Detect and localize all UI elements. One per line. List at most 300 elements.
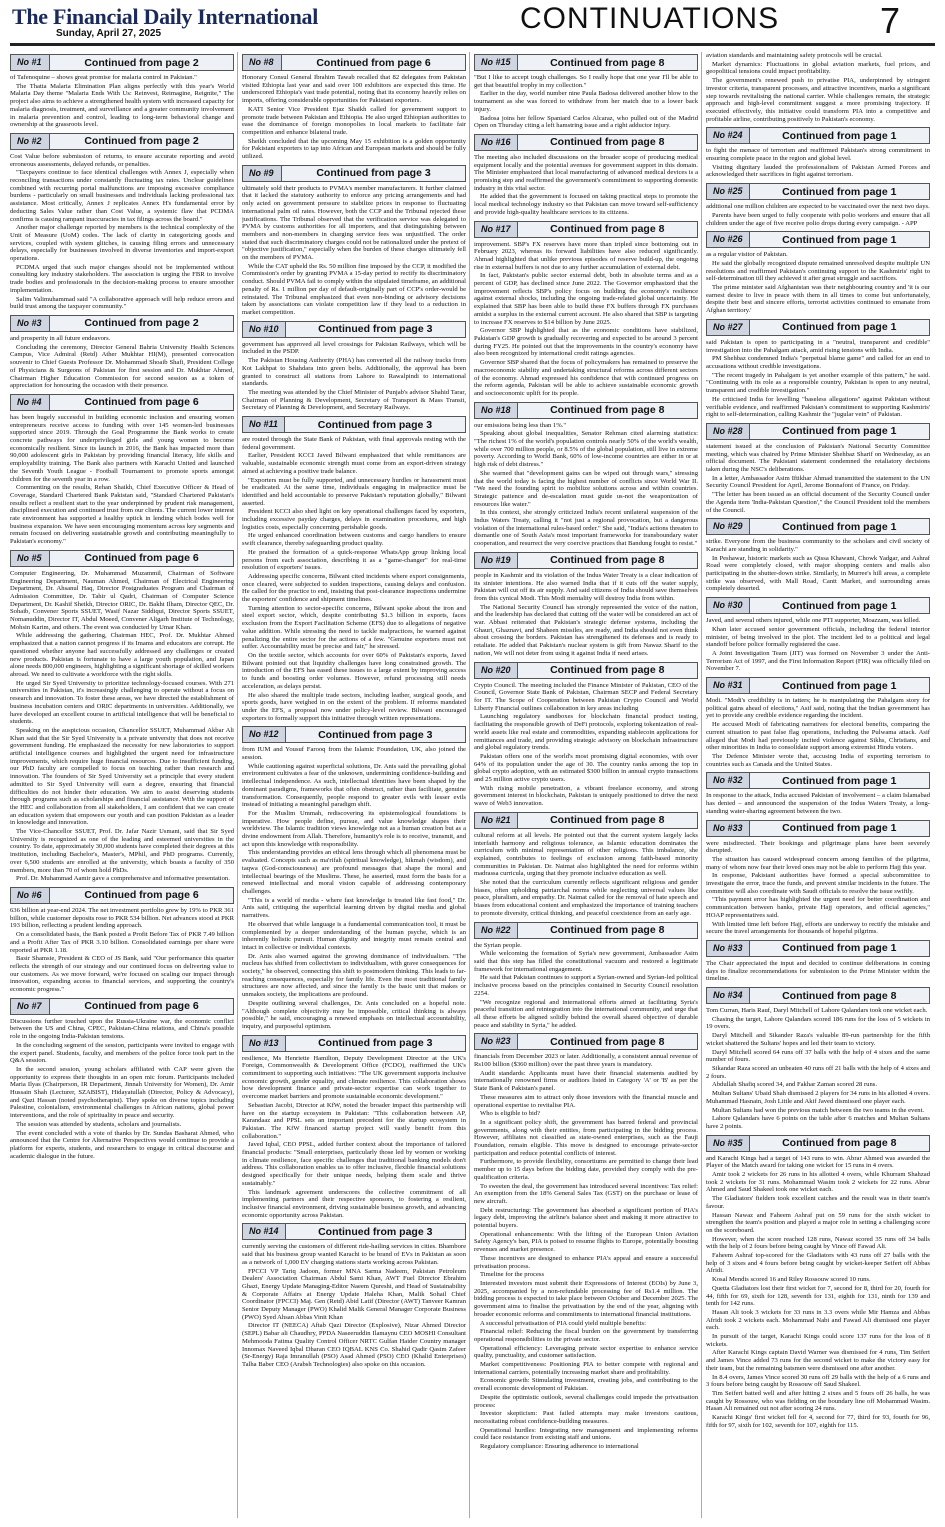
continued-label: Continued from page 8 (550, 664, 665, 677)
story-paragraph: cultural reform at all levels. He pointed out that the current system largely lacks interfaith harmony and religious tolerance, as Islamic education dominates the curriculum with minimal representation of other religions. This imbalance, she explained, contributes to feelings of exclusion among faith-based minority communities in Pakistan. Dr. Naimat also highlighted the need for reforms within madrassa curricula, urging that they promote inclusive education as well. (474, 831, 698, 878)
continued-label: Continued from page 1 (782, 129, 897, 142)
story-header (474, 54, 698, 71)
continued-label: Continued from page 3 (317, 418, 433, 431)
story-body (706, 840, 930, 936)
story-header (706, 183, 930, 200)
story-paragraph: Timeline for the process (480, 1271, 545, 1279)
story-block (10, 133, 234, 311)
story-header (474, 134, 698, 151)
story-paragraph: In response to the attack, India accused Pakistan of involvement – a claim Islamabad has denied – and announced the suspension of the Indus Waters Treaty, a long-standing water-sharing agreement between the two. (706, 792, 930, 815)
continued-label: Continued from page 6 (316, 56, 431, 69)
story-paragraph: Operational hurdles: Integrating new management and implementing reforms could face resistance from existing staff and unions. (474, 1426, 698, 1442)
story-header (474, 812, 698, 829)
story-paragraph: "Taxpayers continue to face identical challenges with Annex J, especially when reconciling transactions under constantly fluctuating tax rates. Unclear guidelines combined with recurring portal malfunctions are imposing excessive compliance burdens - particularly on small businesses and individuals lacking professional tax assistance. Most critically, Annex J replicates Annex H's fundamental error by deducting Sales Value rather than Cost Value, a systemic flaw that PCDMA confirms is causing rampant inaccuracies in tax filings across the board." (10, 169, 234, 223)
story-header (10, 315, 234, 332)
story-paragraph: Regulatory compliance: Ensuring adherence to international (480, 1443, 639, 1451)
story-paragraph: After Karachi Kings captain David Warner was dismissed for 4 runs, Tim Seifert and James Vince added 73 runs for the second wicket to make the victory easy for their team, but the remaining batsmen were dismissed one after another. (706, 1349, 930, 1372)
story-header (242, 54, 466, 71)
story-paragraph: as a regular visitor of Pakistan. (706, 251, 788, 259)
continued-label: Continued from page 8 (550, 136, 665, 149)
story-paragraph: Governor SBP shared that the focus of policymakers has remained to preserve the macroeconomic stability and undertaking structural reforms across different sectors of the economy. Ahmad expressed his confidence that with continued progress on the reform agenda, Pakistan will be able to achieve sustainable economic growth and socioeconomic uplift for its people. (474, 359, 698, 397)
story-paragraph: A Joint Investigation Team (JIT) was formed on November 3 under the Anti-Terrorism Act of 1997, and the First Information Report (FIR) was officially filed on November 7. (706, 649, 930, 673)
story-paragraph: In the concluding segment of the session, participants were invited to engage with the expert panel. Students, faculty, and members of the police force took part in the Q&A session. (10, 1041, 234, 1065)
story-paragraph: Sikandar Raza scored an unbeaten 40 runs off 21 balls with the help of 4 sixes and 2 fours. (706, 1064, 930, 1080)
story-number: No #17 (475, 222, 518, 237)
story-paragraph: He urged enhanced coordination between customs and cargo handlers to ensure swift clearance, thereby safeguarding product quality. (242, 532, 466, 548)
masthead-rule (10, 43, 935, 46)
story-paragraph: The Vice-Chancellor SSUET, Prof. Dr. Jafar Nazir Usmani, said that Sir Syed University is recognized as one of the leading and esteemed universities in the country. To date, approximately 30,000 students have completed their degrees at this institution, including Bachelor's, Master's, MPhil, and PhD programs. Currently, over 6,500 students are enrolled at the university, which boasts a faculty of 350 members, more than 70 of whom hold PhDs. (10, 828, 234, 874)
story-paragraph: Chasing the target, Lahore Qalandars scored 186 runs for the loss of 5 wickets in 19 overs. (706, 1015, 930, 1031)
story-paragraph: He said the globally recognized dispute remained unresolved despite multiple UN resolutions and reaffirmed Pakistan's continuing support to the Kashmiris' right to self-determination till they achieved it after great struggle and sacrifices. (706, 259, 930, 283)
story-header (242, 165, 466, 182)
story-block (242, 165, 466, 317)
story-body (706, 1155, 930, 1430)
story-block (474, 54, 698, 130)
story-paragraph: This understanding provides an ethical lens through which all phenomena must be evaluated. Concepts such as ma'rifah (spiritual knowledge), hikmah (wisdom), and taqwa (God-consciousness) are profound messages that shape the moral and intellectual bearings of the Muslims. These, he asserted, must form the basis for a renewed intellectual and moral vision capable of addressing contemporary challenges. (242, 849, 466, 895)
story-paragraph: Hassan Nawaz and Faheem Ashraf put on 59 runs for the sixth wicket to strengthen the team's position and played a major role in setting a challenging score on the scoreboard. (706, 1211, 930, 1234)
story-header (242, 1035, 466, 1052)
continued-label: Continued from page 8 (782, 1137, 897, 1150)
story-paragraph: Speaking on the auspicious occasion, Chancellor SSUET, Muhammad Akbar Ali Khan said that the Sir Syed University is a private university that does not receive government funding. He emphasized the necessity for new laboratories to support artificial intelligence courses and highlighted the urgent need for infrastructure improvements, which require huge financial resources. Due to insufficient funding, our PhD faculty are compelled to focus on teaching rather than research and innovation. The founders of Sir Syed University set a principle that every student admitted to Sir Syed University will earn a degree, ensuring that financial difficulties do not hinder their education. We aim to assist deserving students through programs such as scholarships and financial assistance. With the support of the HEC and collaboration from all stakeholders, I am confident that we can create an education system that empowers our youth and can position Pakistan as a leader in knowledge and innovation. (10, 726, 234, 827)
story-paragraph: These incentives are designed to enhance PIA's appeal and ensure a successful privatisation process. (474, 1254, 698, 1270)
column-4 (706, 52, 930, 1520)
story-paragraph: Furthermore, to provide flexibility, consortiums are permitted to change their lead member up to 15 days before the bidding date, provided they comply with the pre-qualification criteria. (474, 1158, 698, 1181)
story-paragraph: In pursuit of the target, Karachi Kings could score 137 runs for the loss of 8 wickets. (706, 1333, 930, 1348)
story-paragraph: Abdullah Shafiq scored 34, and Fakhar Zaman scored 28 runs. (712, 1081, 877, 1089)
continued-label: Continued from page 1 (782, 321, 897, 334)
section-title: CONTINUATIONS (520, 2, 780, 35)
story-paragraph: the Syrian people. (474, 941, 522, 949)
story-body (706, 339, 930, 419)
story-number: No #25 (707, 184, 750, 199)
story-paragraph: For the Muslim Ummah, rediscovering its epistemological foundations is imperative. How people define, pursue, and value knowledge shapes their worldview. The Islamic tradition views knowledge not as a human creation but as a divine endowment from Allah. Therefore, humanity's role is to receive, transmit, and act upon this knowledge with responsibility. (242, 809, 466, 848)
story-number: No #8 (243, 55, 282, 70)
story-body (242, 341, 466, 412)
story-paragraph: To sweeten the deal, the government has introduced several incentives: Tax relief: An exemption from the 18% General Sales Tax (GST) on the purchase or lease of new aircraft. (474, 1182, 698, 1205)
story-paragraph: While addressing the gathering, Chairman HEC, Prof. Dr. Mukhtar Ahmed emphasized that a nation cannot progress if its Imams and educators are corrupt. He questioned whether anyone had successfully addressed any challenges or created new products. Pakistan is fortunate to have a large youth population, and Japan alone needs 800,000 engineers, highlighting a significant shortage of skilled workers abroad. We need to cultivate a workforce with the right skills. (10, 632, 234, 678)
story-body (242, 436, 466, 722)
story-paragraph: President KCCI also shed light on key operational challenges faced by exporters, including excessive payday charges, delays in examination procedures, and high logistics costs, especially concerning perishable goods. (242, 508, 466, 531)
story-paragraph: He observed that while language is a fundamental communication tool, it must be complemented by a deeper understanding of the human psyche, which is an inherently holistic pursuit. Human dignity and integrity must remain central and intact in collective or individual contexts. (242, 920, 466, 951)
story-paragraph: ultimately sold their products to PVMA's member manufacturers. It further claimed that it lacked the statutory authority to enforce any pricing arrangements and had only acted on government pressure to stabilize prices in response to fluctuating international palm oil rates. However, both the CCP and the Tribunal rejected these justifications. The Tribunal observed that the verification service was delegated to PVMA by customs authorities for all importers, and that distinguishing between members and non-members in charging service fees was unjustified. The order stated that such discriminatory charges could not be rationalized under the pretext of "objective justification," especially when the burden of these charges ultimately fell on the members of PVMA. (242, 184, 466, 262)
story-number: No #22 (475, 923, 518, 938)
story-paragraph: He added that the government is focused on taking practical steps to promote the local medical technology industry so that Pakistan can move toward self-sufficiency and provide high-quality healthcare services to its citizens. (474, 193, 698, 216)
story-body (10, 153, 234, 311)
story-paragraph: PM Shehbaz condemned India's "perpetual blame game" and called for an end to accusations without credible investigations. (706, 355, 930, 370)
story-paragraph: currently serving the customers of different ride-hailing services in cities. Bhambore said that his business group wanted Karachi to be brand of EVs in Pakistan as soon as a network of 1,000 EV charging stations starts working across Pakistan. (242, 1243, 466, 1266)
story-header (706, 820, 930, 837)
story-block (706, 231, 930, 315)
story-number: No #23 (475, 1034, 518, 1049)
issue-date: Sunday, April 27, 2025 (56, 28, 162, 39)
story-paragraph: Commenting on the results, Rehan Shaikh, Chief Executive Officer & Head of Coverage, Standard Chartered Bank Pakistan said, "Standard Chartered Pakistan's results reflect a resilient start to the year underpinned by prudent risk management, disciplined execution and continued trust from our clients. The current lower interest rate environment has supported a healthy uptick in lending which bodes well for business expansion. We have seen encouraging momentum across key segments and remain focused on delivering sustainable growth and contributing meaningfully to Pakistan's economy." (10, 484, 234, 546)
story-paragraph: Turning attention to sector-specific concerns, Bilwani spoke about the iron and steel export sector, which, despite contributing $1.3 billion in exports, faces exclusion from the Export Facilitation Scheme (EFS) due to allegations of negative value addition. While stressing the need to tackle malpractices, he warned against penalizing the entire sector for the actions of a few. "Genuine exporters must not suffer. Accountability must be precise and fair," he stressed. (242, 604, 466, 651)
story-number: No #31 (707, 678, 750, 693)
column-3 (474, 52, 698, 1520)
story-paragraph: The Gladiators' fielders took excellent catches and the result was in their team's favour. (706, 1195, 930, 1210)
story-paragraph: Discussions further touched upon the Russia-Ukraine war, the economic conflict between the US and China, CPEC, Pakistan-China relations, and China's possible role in the ongoing India-Pakistan tensions. (10, 1017, 234, 1041)
story-block (706, 518, 930, 593)
story-block (474, 922, 698, 1030)
story-paragraph: Market dynamics: Fluctuations in global aviation markets, fuel prices, and geopolitical tensions could impact profitability. (706, 60, 930, 76)
story-body (474, 154, 698, 217)
story-paragraph: Interested investors must submit their Expressions of Interest (EOIs) by June 3, 2025, accompanied by a non-refundable processing fee of Rs1.4 million. The bidding process is expected to take place between October and December 2025. The government aims to finalise the privatisation by the end of the year, aligning with broader economic reforms and commitments to international financial institutions. (474, 1280, 698, 1318)
story-paragraph: Speaking about global inequalities, Senator Rehman cited alarming statistics: "The richest 1% of the world's population controls nearly 50% of the world's wealth, while over 700 million people, or 8.5% of the global population, still live in extreme poverty. According to World Bank, 60% of low-income countries are either in or at high risk of debt distress." (474, 430, 698, 469)
page-number: 7 (880, 0, 901, 41)
story-body (474, 241, 698, 398)
story-header (706, 423, 930, 440)
story-paragraph: In a letter, Ambassador Asim Iftikhar Ahmad transmitted the statement to the UN Security Council President for April, Jerome Bonnafont of France, on Friday. (706, 474, 930, 490)
story-header (706, 319, 930, 336)
story-number: No #33 (707, 941, 750, 956)
story-block (242, 321, 466, 412)
story-paragraph: Director IT (NEECA) Aftab Qazi Director (Explosive), Nizar Ahmed Director (SEPL) Babar ali Chaudhry, PPDA Naseeruddin Ilamaynu CEO MOSHI Consultant Mehmooda Fatima Quality Control Officer NRTC Gulfan Haider Country manager Innomax Naveed Iqbal Dharan CEO IQBAL KNS Co. Shahid Qadir Qasim Zafeer (Sr-Energy) Raja Imranullah (PSO) Asad Ahmed (PSO) CEO (Khalid Enterprises) Talha Baber CEO (Arabsh Technologies) also spoke on this occasion. (242, 1322, 466, 1368)
story-block (242, 416, 466, 722)
story-paragraph: A successful privatisation of PIA could yield multiple benefits: (480, 1319, 646, 1327)
story-header (474, 1033, 698, 1050)
story-paragraph: "This payment error has highlighted the urgent need for better coordination and communication between banks, private Hajj operators, and official agencies," HOAP representatives said. (706, 896, 930, 919)
story-body (706, 443, 930, 514)
story-paragraph: Despite outlining several challenges, Dr. Anis concluded on a hopeful note. "Although complete objectivity may be impossible, critical thinking is always possible," he said, encouraging a renewed emphasis on intellectual accountability, inquiry, and purposeful optimism. (242, 999, 466, 1030)
story-block (706, 183, 930, 227)
story-paragraph: In this context, she strongly criticized India's recent unilateral suspension of the Indus Waters Treaty, calling it "not just a regional provocation, but a dangerous violation of the international rules-based order." She said, "India's actions threaten to dismantle one of South Asia's most important frameworks for transboundary water cooperation, and resurrect the very coercive practices that Bandung fought to resist." (474, 509, 698, 548)
story-paragraph: improvement. SBP's FX reserves have more than tripled since bottoming out in February 2023, whereas its forward liabilities have also reduced significantly. Ahmad highlighted that unlike previous episodes of reserve build-up, the ongoing rise in external buffers is not due to any further accumulation of external debt. (474, 240, 698, 271)
story-paragraph: Audit standards: Applicants must have their financial statements audited by internationally renowned firms or auditors listed in Category 'A' or 'B' as per the State Bank of Pakistan's panel. (474, 1069, 698, 1093)
story-paragraph: He said that Pakistan continues to support a Syrian-owned and Syrian-led political inclusive process based on the principles contained in Security Council resolution 2254. (474, 974, 698, 997)
story-header (242, 726, 466, 743)
story-block (706, 52, 930, 123)
story-number: No #11 (243, 417, 285, 432)
story-block (706, 940, 930, 983)
story-number: No #1 (11, 55, 50, 70)
story-paragraph: In a significant policy shift, the government has barred federal and provincial governments, along with their entities, from participating in the bidding process. However, affiliates not classified as state-owned enterprises, such as the Fauji Foundation, remain eligible. This move is designed to encourage private-sector participation and reduce potential conflicts of interest. (474, 1118, 698, 1157)
continued-label: Continued from page 3 (318, 323, 433, 336)
story-paragraph: additional one million children are expected to be vaccinated over the next two days. (706, 203, 930, 211)
story-block (706, 1135, 930, 1430)
story-number: No #16 (475, 135, 518, 150)
story-paragraph: Debt restructuring: The government has absorbed a significant portion of PIA's legacy debt, improving the airline's balance sheet and making it more attractive to potential buyers. (474, 1206, 698, 1230)
continued-label: Continued from page 3 (316, 167, 431, 180)
story-header (474, 922, 698, 939)
story-paragraph: Kosal Mendis scored 16 and Riley Rossouw scored 10 runs. (712, 1276, 871, 1284)
story-header (474, 662, 698, 679)
story-number: No #14 (243, 1224, 286, 1239)
story-number: No #12 (243, 727, 286, 742)
story-paragraph: Market competitiveness: Positioning PIA to better compete with regional and international carriers, potentially increasing market share and profitability. (474, 1361, 698, 1376)
story-paragraph: Daryl Mitchell and Sikander Raza's valuable 89-run partnership for the fifth wicket shattered the Sultans' hopes and led their team to victory. (706, 1032, 930, 1047)
continued-label: Continued from page 3 (318, 728, 433, 741)
story-body (474, 832, 698, 918)
story-paragraph: Honorary Consul General Ibrahim Tawab recalled that 82 delegates from Pakistan visited Ethiopia last year and said over 100 exhibitors are expected this time. He underscored Ethiopia's vast trade potential, noting that its economy heavily relies on imports, offering considerable opportunities for Pakistani exporters. (242, 74, 466, 105)
continued-label: Continued from page 2 (84, 317, 199, 330)
story-block (474, 662, 698, 808)
continued-label: Continued from page 6 (84, 1000, 199, 1013)
story-paragraph: Parents have been urged to fully cooperate with polio workers and ensure that all children under the age of five receive polio drops during every campaign. - APP (706, 211, 930, 227)
story-paragraph: 636 billion at year-end 2024. The net investment portfolio grew by 19% to PKR 361 billion, while customer deposits rose to PKR 534 billion. Net advances stood at PKR 193 billion, reflecting a prudent lending approach. (10, 906, 234, 930)
story-number: No #6 (11, 888, 50, 903)
story-paragraph: Multan Sultans had won the previous match between the two teams in the event. (712, 1106, 925, 1114)
column-divider (701, 52, 702, 1518)
story-paragraph: The Chair appreciated the input and decided to continue deliberations in coming days to finalize recommendations for submission to the Prime Minister within the timeline. (706, 959, 930, 983)
continued-label: Continued from page 2 (84, 135, 199, 148)
story-header (474, 221, 698, 238)
story-paragraph: While welcoming the formation of Syria's new government, Ambassador Asim said that this step has filled the constitutional vacuum and restored a legitimate framework for international engagement. (474, 950, 698, 973)
story-paragraph: He accused Modi of fabricating narratives for electoral benefits, comparing the current situation to past false flag operations, including the Pulwama attack. Asif alleged that Modi had previously incited violence against Sikhs, Christians, and other minorities in India to consolidate support among extremist Hindu voters. (706, 721, 930, 752)
story-paragraph: She warned that "development gains can be wiped out through wars," stressing that the world today is facing the highest number of conflicts since World War II. "We need the founding spirit to mobilize solutions across and within countries. Strategic patience and de-escalation must guide us-not the weaponization of resources like water." (474, 469, 698, 508)
story-paragraph: "We recognize regional and international efforts aimed at facilitating Syria's peaceful transition and reintegration into the international community, and urge that all these efforts be aligned solidly behind the overall shared objective of durable peace and stability in Syria," he added. (474, 998, 698, 1029)
story-paragraph: The meeting also included discussions on the broader scope of producing medical equipment locally and the potential avenues for government support in this domain. The Minister emphasized that local manufacturing of advanced medical devices is a promising step and reaffirmed the government's commitment to supporting domestic industry in this vital sector. (474, 153, 698, 192)
story-paragraph: Earlier in the day, world number nine Paula Badosa delivered another blow to the tournament as she was forced to withdraw from her match due to a lower back injury. (474, 90, 698, 113)
continued-label: Continued from page 8 (550, 1035, 665, 1048)
story-paragraph: Financial relief: Reducing the fiscal burden on the government by transferring operational responsibilities to the private sector. (474, 1328, 698, 1343)
story-paragraph: Computer Engineering, Dr. Muhammad Muzammil, Chairman of Software Engineering Department, Nauman Ahmed, Chairman of Electrical Engineering Department, Dr. Ahsanul Haq, Director Postgraduates Program and Chairman of Admission Committee, Dr. Tahir ul Qadri, Chairman of Computer Science Department, Dr. Kashif Sheikh, Director ORIC, Dr. Bakht Ilham, Director QEC, Dr. Sohaib, Convener Sports SSUET, Wasif Nazar Siddiqui, Director Sports SSUET, Nomanuddin, Director IT, Abdul Moeed, Convener Aligarh Institute of Technology, Mohsin Karim, and others. The event was conducted by Umar Khan. (10, 569, 234, 631)
story-paragraph: While the CAT upheld the Rs. 50 million fine imposed by the CCP, it modified the Commission's order by granting PVMA a 15-day period to rectify its discriminatory conduct. Should PVMA fail to comply within the stipulated timeframe, an additional penalty of Rs. 1 million per day of default-originally part of CCP's order-would be reinstated. The Tribunal emphasized that even non-binding or advisory decisions taken by associations can violate competition law if they lead to a reduction in market competition. (242, 262, 466, 316)
story-paragraph: In 8.4 overs, James Vince scored 30 runs off 29 balls with the help of a 6 runs and 3 fours before being caught by Rossouw off Saud Shakeel. (706, 1373, 930, 1389)
story-number: No #2 (11, 134, 50, 149)
story-paragraph: of Tafenoquine – shows great promise for malaria control in Pakistan." (10, 74, 197, 81)
story-body (10, 335, 234, 390)
story-number: No #27 (707, 320, 750, 335)
story-paragraph: Prof. Dr. Muhammad Aamir gave a comprehensive and informative presentation. (16, 875, 230, 883)
story-body (474, 1053, 698, 1450)
story-header (242, 416, 466, 433)
continued-label: Continued from page 8 (550, 56, 665, 69)
story-paragraph: Addressing specific concerns, Bilwani cited incidents where export consignments, once cleared, were subjected to sudden inspections, causing delays and confusion. He called for the practice to end, insisting that post-clearance inspections undermine the exporters' confidence and shipment timelines. (242, 572, 466, 604)
story-body (242, 1055, 466, 1220)
story-paragraph: The Thatta Malaria Elimination Plan aligns perfectly with this year's World Malaria Day theme "Malaria Ends With Us: Reinvest, Reimagine, Reignite," The project also aims to achieve a strengthened health system with increased capacity for malaria diagnosis, treatment, and surveillance and a greater community involvement in malaria prevention and control, leading to long-term behavioral change and ownership at the grassroots level. (10, 82, 234, 129)
story-body (474, 422, 698, 548)
story-body (706, 792, 930, 815)
continued-label: Continued from page 2 (84, 56, 199, 69)
story-paragraph: resilience, Ms Henriette Hamilton, Deputy Development Director at the UK's Foreign, Commonwealth & Development Office (FCDO), reaffirmed the UK's commitment to supporting such initiatives: "The UK government supports inclusive economic growth, gender equality, and climate resilience. This collaboration shows how development finance and private-sector expertise can work together to overcome market barriers and promote sustainable economic development." (242, 1054, 466, 1101)
story-paragraph: He praised the formation of a quick-response WhatsApp group linking local persons from each association, describing it as a "game-changer" for real-time resolution of exporters' issues. (242, 548, 466, 572)
story-paragraph: These measures aim to attract only those investors with the financial muscle and operational expertise to revitalise PIA. (474, 1093, 698, 1109)
story-paragraph: In fact, Pakistan's public sector external debt, both in absolute terms and as a percent of GDP, has declined since June 2022. The Governor emphasized that the improvement reflects SBP's policy focus on building the economy's resilience against external shocks, including the ongoing trade-related global uncertainty. He explained that SBP has been able to build these FX buffers through FX purchases amidst a surplus in the external current account. He also shared that SBP is targeting to increase FX reserves to $14 billion by June 2025. (474, 272, 698, 326)
story-number: No #18 (475, 403, 518, 418)
story-paragraph: Javed Iqbal, CEO PPSL, added further context about the importance of tailored financial products: "Small enterprises, particularly those led by women or working in climate resilience, face specific challenges that traditional banking models don't address. This collaboration enables us to offer inclusive, flexible financial solutions designed specifically for their unique needs, helping them scale and thrive sustainably." (242, 1141, 466, 1187)
story-paragraph: Pakistan offers one of the world's most promising digital economies, with over 64% of its population under the age of 30. The country ranks among the top in global crypto adoption, with an estimated $300 billion in annual crypto transactions and 25 million active crypto users. (474, 752, 698, 784)
story-paragraph: Faheem Ashraf top-scored for the Gladiators with 43 runs off 27 balls with the help of 3 sixes and 4 fours before being caught by wicket-keeper Seifert off Abbas Afridi. (706, 1252, 930, 1275)
story-header (706, 127, 930, 144)
story-block (242, 1223, 466, 1368)
continued-label: Continued from page 6 (84, 396, 199, 409)
story-header (706, 987, 930, 1004)
story-number: No #29 (707, 519, 750, 534)
story-paragraph: people in Kashmir and its violation of the Indus Water Treaty is a clear indication of its sinister intentions. He also warned India that if it cuts off the water supply, Pakistan will cut off its air supply. And said citizens of India should save themselves from this cynical Modi. This Modi mentality will destroy India from within. (474, 571, 698, 602)
continued-label: Continued from page 1 (782, 679, 897, 692)
story-block (242, 54, 466, 161)
story-number: No #9 (243, 166, 282, 181)
story-number: No #5 (11, 551, 50, 566)
story-paragraph: He urged Sir Syed University to prioritize technology-focused courses. With 271 universities in Pakistan, it's increasingly challenging to operate without a focus on research and innovation. To foster these areas, we have directed the establishment of business incubation centers and ORIC departments in universities. Additionally, we have developed an excellent course in artificial intelligence that will be beneficial to students. (10, 679, 234, 726)
story-header (706, 772, 930, 789)
continued-label: Continued from page 1 (782, 942, 897, 955)
story-header (242, 321, 466, 338)
story-body (242, 74, 466, 161)
story-paragraph: to fight the menace of terrorism and reaffirmed Pakistan's strong commitment in ensuring complete peace in the region and global level. (706, 147, 930, 163)
story-paragraph: He criticised India for levelling "baseless allegations" against Pakistan without verifiable evidence, and reaffirmed Pakistan's commitment to supporting Kashmiris' right to self-determination, calling Kashmir the "jugular vein" of Pakistan. (706, 395, 930, 419)
story-paragraph: In the second session, young scholars affiliated with CAP were given the opportunity to express their thoughts in an open mic forum. Participants included Maria Ilyas (Chairperson, IR Department, Jinnah University for Women), Dr. Amir Hussain Shah (Lecturer, SZABIST), Hidayatullah (Director, Policy & Advocacy), and Qazi Hassan (noted psychotherapist). They spoke on diverse topics including Palestine, colonialism, environmental challenges in African nations, global power interventions, and the role of spirituality in peace and security. (10, 1065, 234, 1120)
story-body (706, 617, 930, 673)
story-paragraph: statement issued at the conclusion of Pakistan's National Security Committee meeting, which was chaired by Prime Minister Shehbaz Sharif on Wednesday, as an official document. The Pakistani statement condemned the retaliatory decisions taken during the NSC's deliberations. (706, 442, 930, 474)
story-paragraph: The National Security Council has strongly represented the voice of the nation, and the leadership has declared that cutting off the water will be considered an act of war. Abbasi reiterated that Pakistan's strategic defense systems, including the Ghauri, Ghaznavi, and Shaheen missiles, are ready, and India should not even think about crossing the borders. Pakistan has strengthened its defenses and is ready to retaliate. He added that Pakistan's nuclear system is gift from Nawaz Sharif to the nation, We will not deter from using it against India if need arises. (474, 603, 698, 657)
column-divider (237, 52, 238, 1518)
continued-label: Continued from page 1 (782, 185, 897, 198)
continued-label: Continued from page 1 (782, 774, 897, 787)
story-paragraph: Economic growth: Stimulating investment, creating jobs, and contributing to the overall economic development of Pakistan. (474, 1377, 698, 1393)
newspaper-title: The Financial Daily International (12, 4, 319, 29)
continued-label: Continued from page 8 (550, 554, 665, 567)
story-paragraph: government has approved all level crossings for Pakistan Railways, which will be included in the PSDP. (242, 340, 466, 356)
story-paragraph: With rising mobile penetration, a vibrant freelance economy, and strong government interest in blockchain, Pakistan is uniquely positioned to drive the next wave of Web3 innovation. (474, 784, 698, 808)
story-header (706, 231, 930, 248)
story-number: No #15 (475, 55, 518, 70)
story-number: No #34 (707, 988, 750, 1003)
story-block (10, 998, 234, 1161)
story-paragraph: Quetta Gladiators lost their first wicket for 7, second for 8, third for 20, fourth for 44, fifth for 69, sixth for 128, seventh for 131, eighth for 131, ninth for 139 and tenth for 142 runs. (706, 1284, 930, 1308)
story-block (706, 772, 930, 815)
story-number: No #20 (475, 663, 518, 678)
story-paragraph: Modi. "Modi's credibility is in tatters; he is manipulating the Pahalgam story for political gains ahead of elections," Asif said, noting that the Indian government has yet to provide any credible evidence regarding the incident. (706, 697, 930, 720)
story-paragraph: Lahore Qalandars have 6 points on the table after 6 matches and Multan Sultans have 2 points. (706, 1115, 930, 1130)
story-paragraph: The situation has caused widespread concern among families of the pilgrims, many of whom now fear their loved ones may not be able to perform Hajj this year. (706, 855, 930, 871)
column-2 (242, 52, 466, 1520)
story-header (706, 518, 930, 535)
continued-label: Continued from page 3 (318, 1225, 433, 1238)
story-paragraph: FPCCI VP Tariq Jadoon, former MNA Sarma Nadeem, Pakistan Petroleum Dealers' Association Chairman Abdul Sami Khan, AWT Fuel Director Ebrahim Ghazi, Energy Update Managing-Editor Naeem Qureshi, and Head of Sustainability & Corporate Affairs at Energy Update Haleha Khan, Malik Sohail Chief Coordinator (FPCCI) Maj. Gen (Retd) Abid Latif (Director (AWT) Tanveer Kamran Senior Deputy Manager (PWO) Khalid Malik General Manager Corporate Business (PWO) Syed Ahsan Abbas Vinit Khan (242, 1267, 466, 1321)
story-block (242, 1035, 466, 1220)
story-header (10, 998, 234, 1015)
story-number: No #32 (707, 773, 750, 788)
story-paragraph: Tim Seifert batted well and after hitting 2 sixes and 5 fours off 26 balls, he was caught by Rossouw, who was fielding on the boundary line off Mohammad Wasim. Hasan Ali remained out not after scoring 24 runs. (706, 1390, 930, 1413)
continued-label: Continued from page 8 (550, 924, 665, 937)
story-paragraph: Earlier, President KCCI Javed Bilwani emphasized that while remittances are valuable, sustainable economic strength must come from an export-driven strategy aimed at achieving a positive trade balance. (242, 452, 466, 475)
story-number: No #3 (11, 316, 50, 331)
masthead (0, 0, 945, 44)
story-paragraph: Daryl Mitchell scored 64 runs off 37 balls with the help of 4 sixes and the same number of fours. (706, 1048, 930, 1064)
story-paragraph: were misdirected. Their bookings and pilgrimage plans have been severely disrupted. (706, 839, 930, 855)
story-paragraph: The session was attended by students, scholars and journalists. (16, 1120, 182, 1128)
story-number: No #26 (707, 232, 750, 247)
story-header (10, 133, 234, 150)
story-paragraph: from IUM and Yousuf Farooq from the Islamic Foundation, UK, also joined the session. (242, 746, 466, 762)
story-number: No #4 (11, 395, 50, 410)
story-header (474, 402, 698, 419)
story-header (10, 394, 234, 411)
story-paragraph: This landmark agreement underscores the collective commitment of all implementing partners and their respective sponsors, to fostering a resilient, inclusive financial environment, driving sustainable business growth, and advancing economic opportunity across Pakistan. (242, 1188, 466, 1219)
story-body (10, 1018, 234, 1161)
story-body (706, 52, 930, 123)
continued-label: Continued from page 6 (84, 889, 199, 902)
story-paragraph: and prosperity in all future endeavors. (10, 334, 111, 342)
story-number: No #33 (707, 821, 750, 836)
story-header (474, 552, 698, 569)
story-body (706, 697, 930, 768)
story-paragraph: In response, Pakistani authorities have formed a special subcommittee to investigate the error, trace the funds, and prevent similar incidents in the future. The committee will also coordinate with Saudi officials to resolve the issue swiftly. (706, 872, 930, 895)
story-paragraph: He also shared the multiple trade sectors, including leather, surgical goods, and sports goods, have weighed in on the extent of the problem. If reforms mandated under the EFS, a proposal now under policy-level review. Bilwani encouraged exporters to formally support this initiative through written representations. (242, 691, 466, 722)
story-header (10, 887, 234, 904)
story-paragraph: aviation standards and maintaining safety protocols will be crucial. (706, 52, 883, 59)
story-body (474, 74, 698, 130)
story-body (242, 185, 466, 317)
story-block (474, 134, 698, 217)
story-paragraph: Operational efficiency: Leveraging private sector expertise to enhance service quality, punctuality, and customer satisfaction. (474, 1344, 698, 1360)
story-paragraph: With limited time left before Hajj, efforts are underway to rectify the mistake and secure the travel arrangements for thousands of hopeful pilgrims. (706, 920, 930, 936)
story-number: No #7 (11, 999, 50, 1014)
story-paragraph: Cost Value before submission of returns, to ensure accurate reporting and avoid erroneous assessments, delayed refunds, or penalties. (10, 152, 234, 168)
story-body (242, 746, 466, 1030)
story-block (10, 394, 234, 546)
story-block (706, 127, 930, 179)
story-block (706, 597, 930, 673)
story-block (474, 402, 698, 548)
story-paragraph: The meeting was attended by the Chief Minister of Punjab's advisor Shahid Tarar, Chairman of Planning & Development, Secretary of Transport & Mass Transit, Secretary of Planning & Development, and Secretary Railways. (242, 388, 466, 412)
story-number: No #35 (707, 1136, 750, 1151)
story-number: No #30 (707, 598, 750, 613)
column-divider (469, 52, 470, 1518)
story-paragraph: financials from December 2023 or later. Additionally, a consistent annual revenue of Rs100 billion ($360 million) over the past three years is mandatory. (474, 1053, 698, 1069)
story-paragraph: has been hugely successful in building economic inclusion and ensuring women entrepreneurs receive access to funding with over 145 women-led businesses supported since 2019. Through the Goal Programme the Bank works to create concrete pathways for underprivileged girls and young women to become economically resilient. Since its launch in 2016, the Bank has impacted more than 90,000 adolescent girls in Pakistan by providing financial literacy, life skills and employability training. The Bank also partners with Karachi United and launched the Seventh Youth League - Football Tournament to promote sports amongst children for the seventh year in a row. (10, 413, 234, 483)
story-paragraph: Investor skepticism: Past failed attempts may make investors cautious, necessitating robust confidence-building measures. (474, 1410, 698, 1425)
story-body (474, 572, 698, 658)
story-paragraph: said Pakistan is open to participating in a "neutral, transparent and credible" investigation into the Pahalgam attack, amid rising tensions with India. (706, 338, 930, 354)
story-paragraph: On the textile sector, which accounts for over 60% of Pakistan's exports, Javed Bilwani pointed out that liquidity challenges have long constrained growth. The introduction of the EFS has eased these issues to a large extent by improving access to funds and boosting order volumes. However, refund processing still needs acceleration, as delays persist. (242, 652, 466, 690)
story-paragraph: KATI Senior Vice President Ejaz Shaikh called for government support to promote trade between Pakistan and Ethiopia. He also urged Ethiopian authorities to ease the dominance of foreign monopolies in local markets to facilitate fair competition and enhance bilateral trade. (242, 105, 466, 136)
story-paragraph: Badosa joins her fellow Spaniard Carlos Alcaraz, who pulled out of the Madrid Open on Thursday citing a left hamstring issue and a right adductor injury. (474, 114, 698, 130)
story-body (10, 570, 234, 883)
story-block (10, 887, 234, 994)
story-paragraph: and Karachi Kings had a target of 143 runs to win. Abrar Ahmed was awarded the Player of the Match award for taking one wicket for 15 runs in 4 overs. (706, 1154, 930, 1170)
story-paragraph: Visiting dignitary lauded the professionalism of Pakistan Armed Forces and acknowledged their sacrifices in fight against terrorism. (706, 163, 930, 179)
story-paragraph: Who is eligible to bid? (480, 1110, 541, 1118)
story-block (706, 319, 930, 419)
story-paragraph: The Defence Minister wrote that, accusing India of exporting terrorism to countries such as Canada and the United States. (706, 753, 930, 768)
story-header (10, 54, 234, 71)
continued-label: Continued from page 1 (782, 822, 897, 835)
story-paragraph: strike. Everyone from the business community to the scholars and civil society of Karachi are standing in solidarity." (706, 538, 930, 553)
story-paragraph: Multan Sultans' Ubaid Shah dismissed 2 players for 34 runs in his allotted 4 overs. Muhammad Hasnain, Josh Little and Akif Javed dismissed one player each. (706, 1090, 930, 1105)
story-block (706, 677, 930, 768)
story-paragraph: Karachi Kings' first wicket fell for 4, second for 77, third for 93, fourth for 96, fifth for 97, sixth for 102, seventh for 107, eighth for 115. (706, 1414, 930, 1429)
story-block (474, 1033, 698, 1450)
story-body (706, 1007, 930, 1131)
story-paragraph: Salim Valimuhammad said "A collaborative approach will help reduce errors and build trust among the taxpayer community." (10, 295, 234, 311)
story-body (10, 74, 234, 129)
story-paragraph: In Peshawar, historic markets such as Qissa Khawani, Chowk Yadgar, and Ashraf Road were completely closed, with major shopping centers and malls also participating in the shutter-down strike. Similarly, in Murree's hill areas, a complete strike was observed, with Mall Road, Cantt Market, and surrounding areas completely deserted. (706, 554, 930, 593)
story-paragraph: The prime minister said Afghanistan was their neighbouring country and 'it is our earnest desire to live in peace with them in all times to come but unfortunately, despite their best and sincere efforts, terrorist activities continued to emanate from Afghan territory.' (706, 284, 930, 315)
continued-label: Continued from page 3 (318, 1037, 433, 1050)
story-paragraph: Sebastian Jacobi, Director at KfW, noted the broader impact this partnership will have on the startup ecosystem in Pakistan: "This collaboration between AP, Karandaaz and PPSL sets an important precedent for the startup ecosystem in Pakistan. The KfW financed startup project will vastly benefit from this collaboration." (242, 1101, 466, 1140)
story-body (706, 203, 930, 227)
story-header (242, 1223, 466, 1240)
story-number: No #10 (243, 322, 286, 337)
story-header (10, 550, 234, 567)
story-paragraph: "The letter has been issued as an official document of the Security Council under the Agenda item 'India-Pakistan Question'," the Council President told the members of the Council. (706, 491, 930, 514)
continued-label: Continued from page 6 (84, 552, 199, 565)
story-number: No #28 (707, 424, 750, 439)
story-block (474, 221, 698, 398)
story-body (706, 960, 930, 983)
story-header (706, 1135, 930, 1152)
story-paragraph: Launching regulatory sandboxes for blockchain financial product testing, facilitating the responsible growth of DeFi protocols, exploring tokenization of real-world assets like real estate and commodities, expanding stablecoin applications for remittances and trade, and providing strategic advisory on blockchain infrastructure and global regulatory trends. (474, 713, 698, 752)
story-block (242, 726, 466, 1030)
story-paragraph: "This is a world of media - where fast knowledge is treated like fast food," Dr. Anis said, critiquing the superficial learning driven by digital media and global narratives. (242, 896, 466, 920)
story-paragraph: Governor SBP highlighted that as the economic conditions have stabilized, Pakistan's GDP growth is gradually recovering and expected to be around 3 percent during FY25. He pointed out that the improvements in the country's economy have also been recognized by international credit ratings agencies. (474, 327, 698, 358)
story-header (706, 677, 930, 694)
story-paragraph: "Exporters must be fully supported, and unnecessary hurdles or harassment must be eradicated. At the same time, individuals engaging in malpractice must be identified and held accountable to preserve Pakistan's reputation globally," Bilwani asserted. (242, 476, 466, 507)
story-paragraph: However, when the score reached 128 runs, Nawaz scored 35 runs off 34 balls with the help of 2 fours before being caught by Vince off Fawad Ali. (706, 1235, 930, 1251)
story-block (10, 54, 234, 129)
